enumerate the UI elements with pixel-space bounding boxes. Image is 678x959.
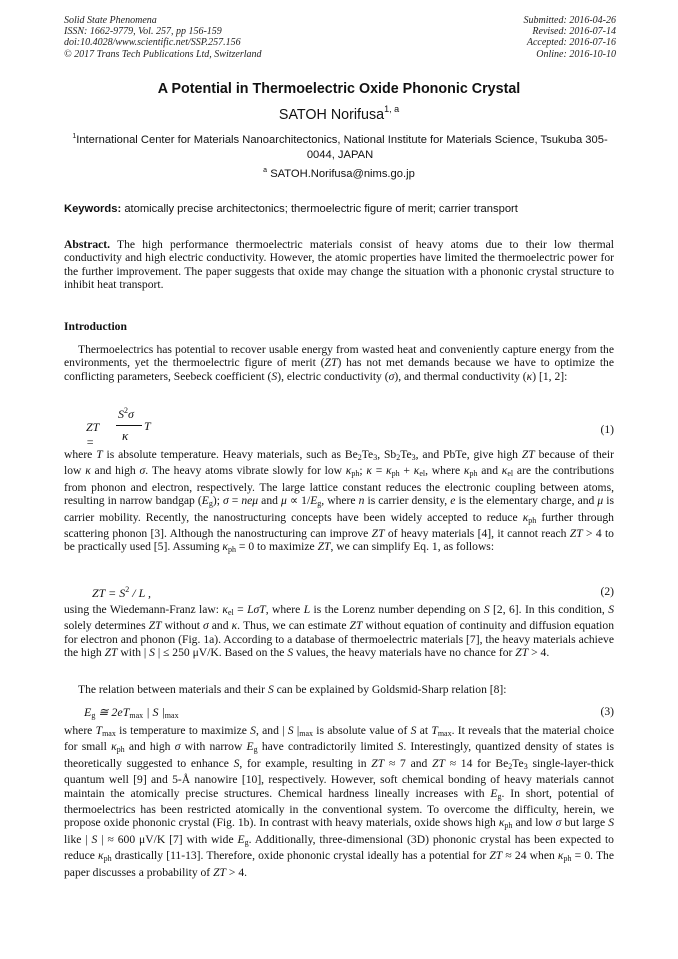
paper-title: A Potential in Thermoelectric Oxide Phononic Crystal (157, 81, 521, 97)
publication-dates (524, 15, 617, 60)
intro-paragraph-5: where $T_{max}$ is temperature to maximize S, and | S $|_{max}$ is absolute value of S at $T_{max}$. It reveals that the material choice for small $\kappa_{ph}$ and high σ with narrow $E_g$ have contradictorily limited S. Interestingly, quantized density of states is theoretically suggested to enhance S, for example, resulting in ZT ≈ 7 and ZT ≈ 14 for $Be_2Te_3$ single-layer-thick quantum well [9] and 5-Å nanowire [10], respectively. However, soft chemical bonding of heavy materials cannot maintain the atomically precise structures. Chemical hardness lineally increases with $E_g$. In short, potential of thermoelectrics has been restricted atomically in the conventional system. To overcome the difficulty, herein, we propose oxide phononic crystal (Fig. 1b). In contrast with heavy materials, oxide shows high $\kappa_{ph}$ and low σ but large S like | S | ≈ 600 μV/K [7] with wide $E_g$. Additionally, three-dimensional (3D) phononic crystal has been expected to reduce $\kappa_{ph}$ drastically [11-13]. Therefore, oxide phononic crystal ideally has a potential for ZT ≈ 24 when $\kappa_{ph} = 0$. The paper discusses a probability of ZT > 4. (64, 724, 614, 879)
equation-number-2: (2) (600, 585, 614, 598)
keywords-label: Keywords: (64, 203, 122, 215)
date-accepted: Accepted: 2016-07-16 (526, 37, 616, 49)
journal-issn: ISSN: 1662-9779, Vol. 257, pp 156-159 (64, 26, 222, 38)
abstract (64, 238, 614, 292)
date-submitted: Submitted: 2016-04-26 (523, 15, 616, 26)
date-online: Online: 2016-10-10 (536, 48, 616, 60)
author-line (0, 104, 678, 123)
intro-paragraph-3: using the Wiedemann-Franz law: $\kappa_{el} = L\sigma T$, where L is the Lorenz number depending on S [2, 6]. In this condition, S solely determines ZT without σ and κ. Thus, we can estimate ZT without equation of continuity and diffusion equation for electron and phonon (Fig. 1a). According to a database of thermoelectric materials [7], the heavy materials achieve the high ZT with | S | ≤ 250 μV/K. Based on the S values, the heavy materials have no chance for ZT > 4. (64, 603, 614, 660)
abstract-text: The high performance thermoelectric materials consist of heavy atoms due to their low thermal conductivity and high electric conductivity. However, the atomic properties have limited the thermoelectric power for the further improvement. The paper suggests that oxide may change the situation with a phononic crystal structure to inhibit heat transport. (64, 238, 614, 292)
keywords-text: atomically precise architectonics; thermoelectric figure of merit; carrier transport (124, 203, 518, 215)
date-revised: Revised: 2016-07-14 (532, 26, 616, 38)
journal-info (64, 15, 262, 60)
equation-2: ZT = $S^2$ / L , (2) (92, 585, 614, 600)
equation-number-1: (1) (600, 423, 614, 436)
author-name: SATOH Norifusa (278, 107, 385, 123)
journal-name: Solid State Phenomena (64, 15, 157, 26)
equation-3: $E_g$ ≅ $2eT_{max}$ | S $|_{max}$ (3) (84, 705, 614, 720)
author-marks: 1, a (384, 104, 400, 114)
email-line (0, 167, 678, 180)
intro-paragraph-4: The relation between materials and their S can be explained by Goldsmid-Sharp relation [8]: (78, 683, 507, 696)
affiliation-mark: 1 (72, 133, 77, 140)
section-heading-introduction: Introduction (64, 320, 127, 333)
affiliation (60, 130, 620, 162)
intro-paragraph-2: where T is absolute temperature. Heavy materials, such as $Be_2Te_3$, $Sb_2Te_3$, and PbTe, give high ZT because of their low κ and high σ. The heavy atoms vibrate slowly for low $\kappa_{ph}$; $\kappa = \kappa_{ph} + \kappa_{el}$, where $\kappa_{ph}$ and $\kappa_{el}$ are the contributions from phonon and electron, respectively. The large lattice constant reduces the electronic coupling between atoms, resulting in narrow bandgap $(E_g)$; σ = neμ and $\mu \propto 1/E_g$, where n is carrier density, e is the elementary charge, and μ is carrier mobility. Recently, the nanostructuring concepts have been widely accepted to reduce $\kappa_{ph}$ further through scattering phonon [3]. Although the nanostructuring can improve ZT of heavy materials [4], it cannot reach ZT > 4 to be practically used [5]. Assuming $\kappa_{ph} = 0$ to maximize ZT, we can simplify Eq. 1, as follows: (64, 448, 615, 555)
keywords (64, 203, 624, 215)
email-mark: a (263, 167, 268, 174)
equation-number-3: (3) (600, 705, 614, 718)
journal-copyright: © 2017 Trans Tech Publications Ltd, Switzerland (64, 48, 262, 60)
equation-1: ZT = $S^2\sigma$ κ T (1) (86, 406, 614, 449)
journal-doi: doi:10.4028/www.scientific.net/SSP.257.156 (64, 37, 241, 49)
affiliation-text: International Center for Materials Nanoarchitectonics, National Institute for Materials Science, Tsukuba 305-0044, JAPAN (76, 134, 608, 161)
author-email[interactable]: SATOH.Norifusa@nims.go.jp (270, 168, 415, 180)
intro-paragraph-1: Thermoelectrics has potential to recover usable energy from wasted heat and conveniently capture energy from the environments, yet the thermoelectric figure of merit (ZT) has not met demands because we have to optimize the conflicting parameters, Seebeck coefficient (S), electric conductivity (σ), and thermal conductivity (κ) [1, 2]: (64, 343, 614, 383)
abstract-label: Abstract. (64, 238, 111, 251)
